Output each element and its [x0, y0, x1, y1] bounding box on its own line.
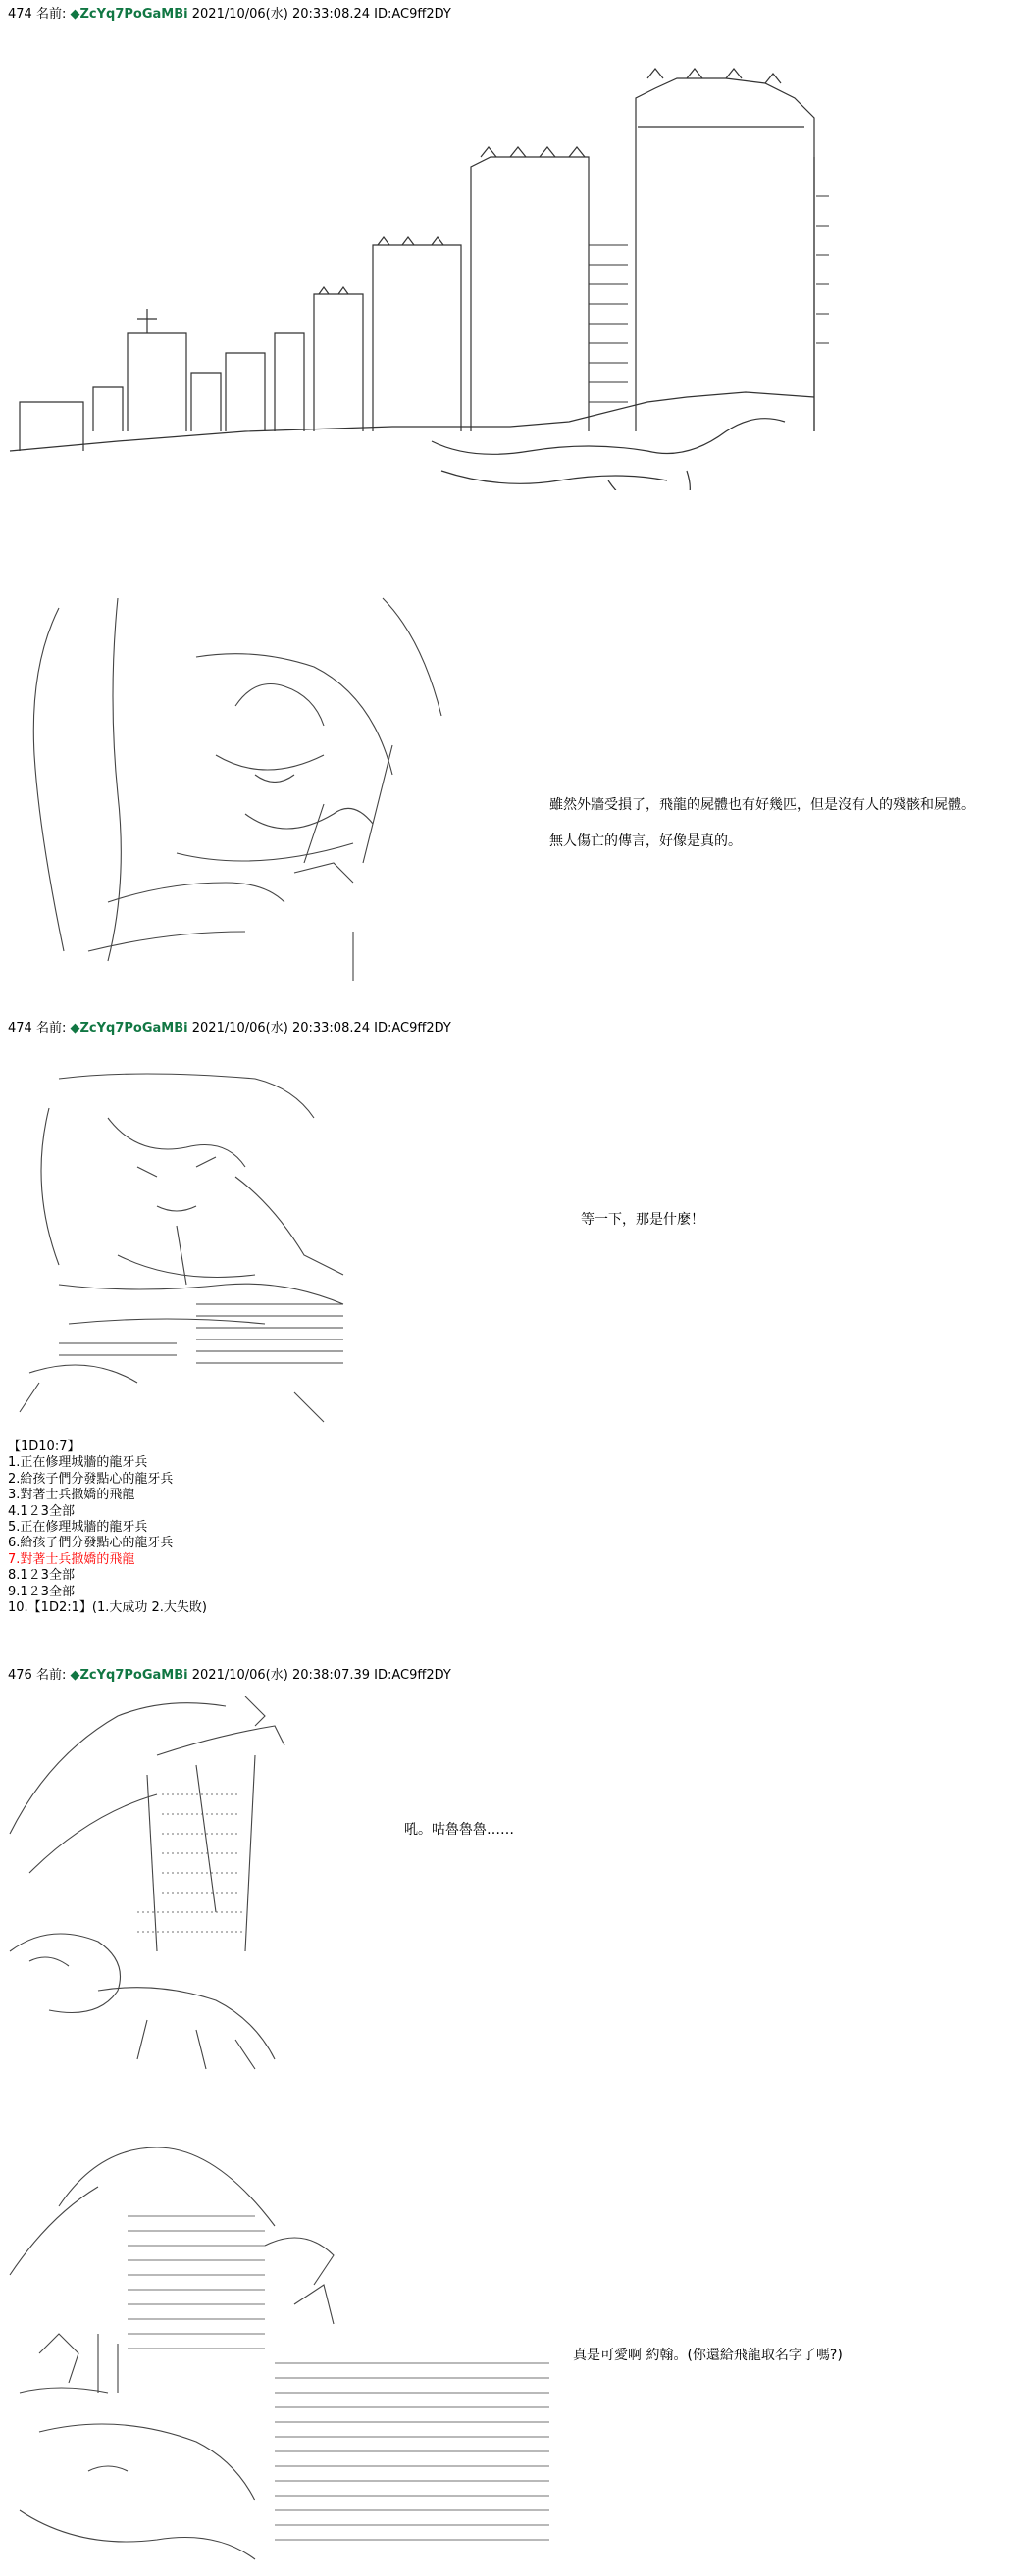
character-portrait-ascii-art-2 [0, 1059, 373, 1432]
post-trip: ◆ZcYq7PoGaMBi [70, 1668, 188, 1683]
post-trip: ◆ZcYq7PoGaMBi [70, 7, 188, 22]
petting-wyvern-ascii-art [0, 2138, 579, 2569]
choice-item: 6.給孩子們分發點心的龍牙兵 [8, 1536, 174, 1551]
post-name-label: 名前: [35, 7, 67, 22]
dice-choice-list [8, 1440, 207, 1616]
choice-item: 2.給孩子們分發點心的龍牙兵 [8, 1471, 174, 1487]
character-portrait-ascii-art-1 [0, 579, 510, 990]
choice-item: 1.正在修理城牆的龍牙兵 [8, 1455, 148, 1471]
castle-ascii-art [0, 39, 1034, 490]
choice-item: 9.1２3全部 [8, 1584, 75, 1599]
post-number: 474 [8, 1021, 32, 1035]
post-header-3 [8, 1667, 451, 1685]
choice-item: 3.對著士兵撒嬌的飛龍 [8, 1488, 135, 1503]
post-number: 474 [8, 7, 32, 22]
post-header-1 [8, 6, 451, 24]
choice-item: 10.【1D2:1】(1.大成功 2.大失敗) [8, 1600, 207, 1616]
choice-header: 【1D10:7】 [8, 1440, 80, 1454]
dialogue-line-3: 等一下，那是什麼！ [581, 1212, 704, 1228]
post-datetime: 2021/10/06(水) 20:33:08.24 [191, 1021, 371, 1035]
choice-item: 8.1２3全部 [8, 1568, 75, 1584]
dialogue-line-1: 雖然外牆受損了，飛龍的屍體也有好幾匹，但是沒有人的殘骸和屍體。 [549, 797, 975, 813]
dialogue-line-2: 無人傷亡的傳言，好像是真的。 [549, 833, 742, 849]
choice-item-selected: 7.對著士兵撒嬌的飛龍 [8, 1551, 135, 1567]
post-header-2 [8, 1020, 451, 1037]
post-datetime: 2021/10/06(水) 20:38:07.39 [191, 1668, 371, 1683]
dialogue-line-5: 真是可愛啊 約翰。(你還給飛龍取名字了嗎?) [573, 2348, 843, 2363]
post-id: ID:AC9ff2DY [374, 7, 451, 22]
choice-item: 4.1２3全部 [8, 1503, 75, 1519]
post-trip: ◆ZcYq7PoGaMBi [70, 1021, 188, 1035]
post-id: ID:AC9ff2DY [374, 1021, 451, 1035]
wyvern-ascii-art [0, 1696, 314, 2089]
post-name-label: 名前: [35, 1668, 67, 1683]
post-datetime: 2021/10/06(水) 20:33:08.24 [191, 7, 371, 22]
post-number: 476 [8, 1668, 32, 1683]
dialogue-line-4: 吼。咕魯魯魯…… [404, 1822, 514, 1838]
post-name-label: 名前: [35, 1021, 67, 1035]
post-id: ID:AC9ff2DY [374, 1668, 451, 1683]
choice-item: 5.正在修理城牆的龍牙兵 [8, 1520, 148, 1536]
